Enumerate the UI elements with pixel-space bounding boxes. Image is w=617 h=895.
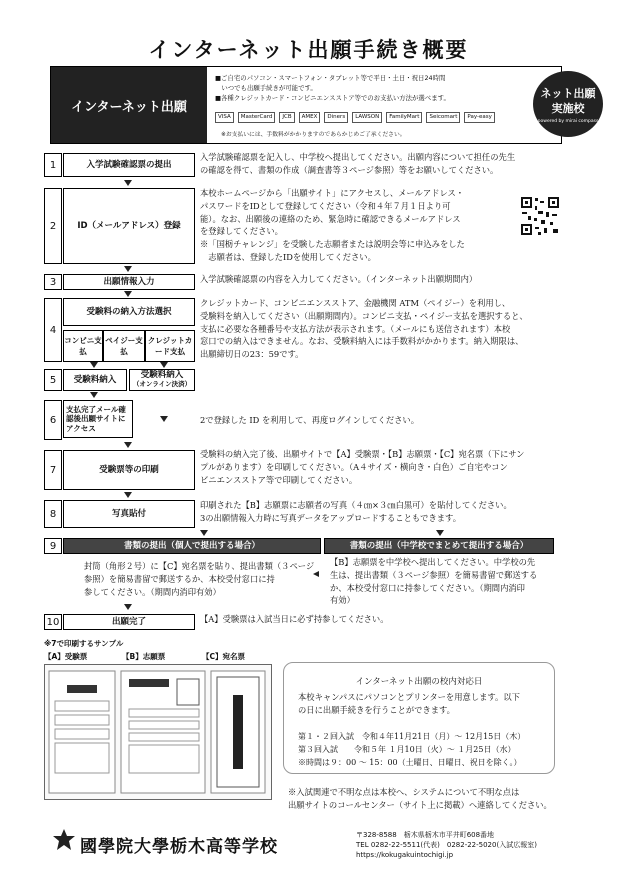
notice-date-row: 第３回入試 令和５年 １月10日（火）～ １月25日（水） <box>298 744 516 754</box>
sample-forms-illustration <box>45 665 271 799</box>
sample-c-label: 【C】宛名票 <box>202 652 246 661</box>
step-number: 10 <box>44 614 62 630</box>
notice-line: 本校キャンパスにパソコンとプリンターを用意します。以下 <box>298 692 520 702</box>
step-3-box: 出願情報入力 <box>63 274 195 290</box>
notice-date-row: ※時間は９：00 ～ 15：00（土曜日、日曜日、祝日を除く。） <box>298 757 522 767</box>
desc-line: ビニエンスストア等で印刷してください。 <box>200 474 358 485</box>
arrow-down-icon <box>436 530 444 536</box>
online-label: 受験料納入 <box>140 370 184 380</box>
desc-line: 受験料の納入完了後、出願サイトで【A】受験票・【B】志願票・【C】宛名票（下にサン <box>200 449 525 459</box>
step-7-box: 受験票等の印刷 <box>63 450 195 490</box>
badge-line1: ネット出願 <box>540 87 596 100</box>
contact-line: 出願サイトのコールセンター（サイト上に掲載）へ連絡してください。 <box>288 799 552 810</box>
arrow-down-icon <box>160 362 168 368</box>
step-number: 8 <box>44 500 62 528</box>
desc-line: 封筒（角形２号）に【C】宛名票を貼り、提出書類（３ページ <box>84 561 315 571</box>
step-7-desc <box>200 448 580 486</box>
visa-logo: VISA <box>215 112 234 123</box>
arrow-down-icon <box>124 180 132 186</box>
desc-line: プルがあります）を印刷してください。（A４サイズ・横向き・白色）ご自宅やコン <box>200 461 508 472</box>
notice-title: インターネット出願の校内対応日 <box>355 677 483 687</box>
familymart-logo: FamilyMart <box>386 112 422 123</box>
school-name: 國學院大學栃木高等学校 <box>80 837 278 857</box>
step-number: 1 <box>44 153 62 177</box>
arrow-down-icon <box>124 266 132 272</box>
desc-line: パスワードをIDとして登録してください（令和４年７月１日より可 <box>200 200 451 211</box>
mastercard-logo: MasterCard <box>238 112 276 123</box>
step-6-desc: 2で登録した ID を利用して、再度ログインしてください。 <box>200 415 420 425</box>
desc-line: 参照）を簡易書留で郵送するか、本校受付窓口に持 <box>84 573 275 584</box>
desc-line: 印刷された【B】志願票に志願者の写真（４㎝×３㎝白黒可）を貼付してください。 <box>200 500 512 510</box>
net-application-badge <box>533 71 603 137</box>
desc-line: 出願締切日の23：59です。 <box>200 349 304 360</box>
step-2-desc <box>200 187 518 264</box>
step-10-box: 出願完了 <box>63 614 195 630</box>
step-5-box: 受験料納入 <box>63 369 127 391</box>
step-8-box: 写真貼付 <box>63 500 195 528</box>
banner-line: いつでも出願手続きが可能です。 <box>215 84 317 92</box>
step-3-desc: 入学試験確認票の内容を入力してください。（インターネット出願期間内） <box>200 274 478 284</box>
step-10-desc: 【A】受験票は入試当日に必ず持参してください。 <box>200 614 389 624</box>
arrow-down-icon <box>90 362 98 368</box>
desc-line: 能）。なお、出願後の連絡のため、緊急時に確認できるメールアドレス <box>200 213 461 224</box>
arrow-left-icon <box>313 571 319 577</box>
step-6-box: 支払完了メール確認後出願サイトにアクセス <box>63 400 133 438</box>
arrow-down-icon <box>160 416 168 422</box>
sample-b-label: 【B】志願票 <box>122 652 166 661</box>
credit-card-option: クレジットカード支払 <box>145 330 195 362</box>
notice-dates <box>298 731 554 769</box>
desc-line: を登録してください。 <box>200 226 283 237</box>
step-5-online-box <box>129 369 195 391</box>
step-4-desc <box>200 297 578 361</box>
website-link[interactable]: https://kokugakuintochigi.jp <box>356 851 454 859</box>
contact-note <box>288 786 588 812</box>
step-number: 3 <box>44 274 62 290</box>
on-campus-support-notice <box>283 662 555 774</box>
desc-line: 志願者は、登録したIDを使用してください。 <box>200 251 376 262</box>
step-8-desc <box>200 499 580 525</box>
step-1-box: 入学試験確認票の提出 <box>63 153 195 177</box>
page-title: インターネット出願手続き概要 <box>148 38 469 62</box>
arrow-down-icon <box>124 291 132 297</box>
arrow-down-icon <box>124 492 132 498</box>
arrow-down-icon <box>124 442 132 448</box>
notice-line: の日に出願手続きを行うことができます。 <box>298 704 455 715</box>
contact-line: ※入試関連で不明な点は本校へ、システムについて不明な点は <box>288 787 520 797</box>
step-9-school-box: 書類の提出（中学校でまとめて提出する場合） <box>324 538 554 554</box>
arrow-down-icon <box>90 392 98 398</box>
jcb-logo: JCB <box>279 112 294 123</box>
sample-heading: ※7で印刷するサンプル <box>44 639 124 648</box>
desc-line: クレジットカード、コンビニエンスストア、金融機関 ATM（ペイジー）を利用し、 <box>200 298 511 308</box>
sample-a-label: 【A】受験票 <box>44 652 88 661</box>
banner-line: ■ご自宅のパソコン・スマートフォン・タブレット等で平日・土日・祝日24時間 <box>215 74 446 82</box>
desc-line: 受験料を納入してください（出願期間内）。コンビニ支払・ペイジー支払を選択すると、 <box>200 310 528 321</box>
banner-note: ※お支払いには、手数料がかかりますのであらかじめご了承ください。 <box>221 132 406 138</box>
banner-text <box>215 73 515 103</box>
desc-line: 入学試験確認票を記入し、中学校へ提出してください。出願内容について担任の先生 <box>200 152 516 162</box>
diners-logo: Diners <box>324 112 348 123</box>
desc-line: 参してください。（期間内消印有効） <box>84 586 221 597</box>
arrow-down-icon <box>124 604 132 610</box>
school-crest-icon <box>52 828 76 852</box>
payeasy-option: ペイジー支払 <box>103 330 145 362</box>
step-number: 6 <box>44 400 62 440</box>
lawson-logo: LAWSON <box>352 112 382 123</box>
desc-line: ※「国栃チャレンジ」を受験した志願者または説明会等に申込みをした <box>200 239 465 250</box>
desc-line: か、本校受付窓口に持参してください。（期間内消印 <box>330 582 525 593</box>
desc-line: 有効） <box>330 595 355 606</box>
step-1-desc <box>200 151 580 177</box>
banner-line: ■各種クレジットカード・コンビニエンスストア等でのお支払い方法が選べます。 <box>215 94 450 102</box>
step-4-box: 受験料の納入方法選択 <box>63 298 195 326</box>
step-number: 4 <box>44 298 62 362</box>
payment-logos <box>215 111 535 123</box>
step-number: 5 <box>44 369 62 391</box>
step-number: 2 <box>44 188 62 264</box>
school-address <box>356 830 537 860</box>
desc-line: 3の出願情報入力時に写真データをアップロードすることもできます。 <box>200 512 461 523</box>
step-9-school-desc <box>330 556 560 607</box>
badge-line2: 実施校 <box>551 102 585 115</box>
desc-line: 本校ホームページから「出願サイト」にアクセスし、メールアドレス・ <box>200 188 465 198</box>
notice-date-row: 第１・２回入試 令和４年11月21日（月）～ 12月15日（木） <box>298 732 526 741</box>
payeasy-logo: Pay-easy <box>464 112 494 123</box>
convenience-store-option: コンビニ支払 <box>63 330 103 362</box>
qr-code-icon[interactable] <box>520 196 560 236</box>
arrow-down-icon <box>200 530 208 536</box>
notice-body <box>298 691 548 717</box>
desc-line: 窓口での納入はできません。なお、受験料納入には手数料がかかります。納入期限は、 <box>200 336 524 347</box>
address-line: 〒328-8588 栃木県栃木市平井町608番地 <box>356 831 495 839</box>
step-9-individual-box: 書類の提出（個人で提出する場合） <box>63 538 321 554</box>
step-2-box: ID（メールアドレス）登録 <box>63 188 195 264</box>
desc-line: 【B】志願票を中学校へ提出してください。中学校の先 <box>330 557 536 567</box>
sample-print-image <box>44 664 272 800</box>
step-number: 7 <box>44 450 62 490</box>
phone-line: TEL 0282-22-5511(代表) 0282-22-5020(入試広報室) <box>356 841 537 849</box>
step-number: 9 <box>44 538 62 554</box>
desc-line: 支払に必要な各種番号や支払方法が表示されます。（メールにも送信されます）本校 <box>200 323 511 334</box>
banner-label: インターネット出願 <box>51 67 207 143</box>
step-9-individual-desc <box>84 560 324 598</box>
banner <box>50 66 599 144</box>
online-sub-label: （オンライン決済） <box>132 380 192 388</box>
badge-credit: powered by mirai compass <box>537 119 599 124</box>
amex-logo: AMEX <box>299 112 321 123</box>
seicomart-logo: Seicomart <box>426 112 460 123</box>
desc-line: 生は、提出書類（３ページ参照）を簡易書留で郵送する <box>330 569 538 580</box>
desc-line: の確認を得て、書類の作成（調査書等３ページ参照）等をお願いしてください。 <box>200 164 499 175</box>
